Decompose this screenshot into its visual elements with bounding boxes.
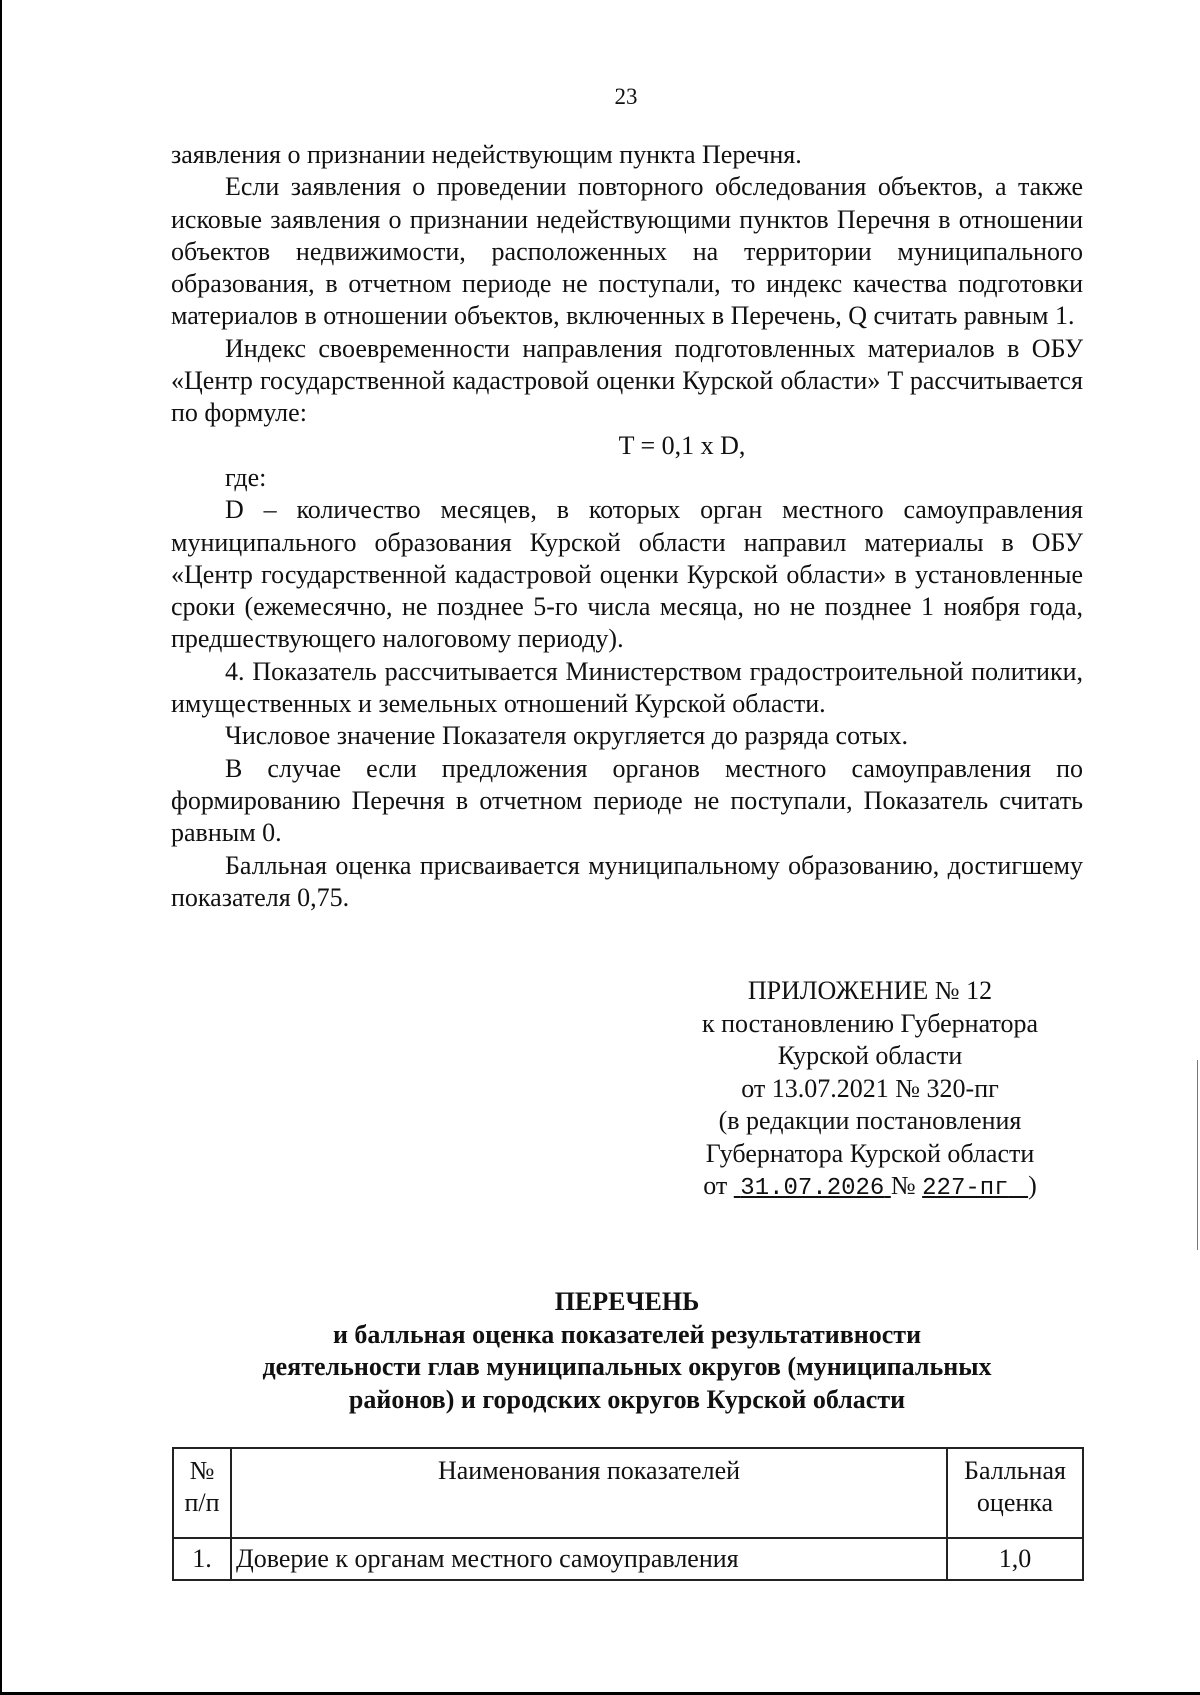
row-name: Доверие к органам местного самоуправления bbox=[231, 1538, 947, 1580]
header-number-line: № bbox=[189, 1456, 215, 1485]
paragraph: В случае если предложения органов местного самоуправления по формированию Перечня в отчетном периоде не поступали, Показатель считать равным 0. bbox=[171, 753, 1083, 848]
revision-date: 31.07.2026 bbox=[740, 1175, 885, 1202]
header-number bbox=[173, 1448, 231, 1538]
appendix-block bbox=[660, 975, 1080, 1206]
page-number: 23 bbox=[614, 84, 638, 109]
appendix-line: от 13.07.2021 № 320-пг bbox=[741, 1073, 999, 1103]
body-text bbox=[171, 139, 1083, 914]
scan-right-mark bbox=[1197, 1060, 1198, 1250]
paragraph: D – количество месяцев, в которых орган местного самоуправления муниципального образования Курской области направил материалы в ОБУ «Центр государственной кадастровой оценки Курской области» в установленные сроки (ежемесячно, не позднее 5-го числа месяца, но не позднее 1 ноября года, предшествующего налоговому периоду). bbox=[171, 495, 1083, 654]
row-score: 1,0 bbox=[947, 1538, 1083, 1580]
list-title: ПЕРЕЧЕНЬ bbox=[554, 1287, 700, 1316]
paragraph: Балльная оценка присваивается муниципальному образованию, достигшему показателя 0,75. bbox=[171, 850, 1083, 912]
list-subtitle-line: районов) и городских округов Курской области bbox=[348, 1384, 906, 1414]
paragraph: заявления о признании недействующим пункта Перечня. bbox=[171, 140, 802, 169]
paragraph: Если заявления о проведении повторного обследования объектов, а также исковые заявления о признании недействующими пунктов Перечня в отношении объектов недвижимости, расположенных на территории муниципального образования, в отчетном периоде не поступали, то индекс качества подготовки материалов в отношении объектов, включенных в Перечень, Q считать равным 1. bbox=[171, 172, 1083, 331]
scan-left-edge bbox=[0, 0, 2, 1695]
paragraph: Индекс своевременности направления подготовленных материалов в ОБУ «Центр государственной кадастровой оценки Курской области» T рассчитывается по формуле: bbox=[171, 333, 1083, 428]
revision-number: 227-пг bbox=[922, 1175, 1009, 1202]
paragraph: где: bbox=[225, 462, 267, 492]
header-score bbox=[947, 1448, 1083, 1538]
list-heading bbox=[171, 1286, 1083, 1416]
appendix-title: ПРИЛОЖЕНИЕ № 12 bbox=[747, 976, 993, 1005]
table-row bbox=[173, 1538, 1083, 1580]
row-number: 1. bbox=[173, 1538, 231, 1580]
formula: T = 0,1 x D, bbox=[618, 430, 746, 460]
indicators-table bbox=[172, 1447, 1084, 1581]
list-subtitle-line: и балльная оценка показателей результативности bbox=[332, 1319, 922, 1349]
appendix-revision-line bbox=[660, 1170, 1080, 1206]
date-prefix: от bbox=[703, 1171, 728, 1200]
close-paren: ) bbox=[1028, 1171, 1037, 1200]
revision-date-field bbox=[734, 1171, 891, 1200]
paragraph: 4. Показатель рассчитывается Министерством градостроительной политики, имущественных и земельных отношений Курской области. bbox=[171, 656, 1083, 719]
header-name: Наименования показателей bbox=[231, 1448, 947, 1538]
list-subtitle-line: деятельности глав муниципальных округов (муниципальных bbox=[262, 1352, 992, 1381]
appendix-line: Губернатора Курской области bbox=[705, 1138, 1035, 1168]
revision-number-field bbox=[922, 1171, 1028, 1200]
appendix-line: к постановлению Губернатора bbox=[701, 1008, 1039, 1038]
header-score-line: оценка bbox=[976, 1488, 1054, 1517]
header-score-line: Балльная bbox=[964, 1456, 1066, 1485]
paragraph: Числовое значение Показателя округляется до разряда сотых. bbox=[225, 721, 909, 751]
header-number-line: п/п bbox=[184, 1488, 220, 1517]
appendix-line: (в редакции постановления bbox=[718, 1106, 1022, 1135]
appendix-line: Курской области bbox=[777, 1041, 963, 1070]
number-sign: № bbox=[890, 1171, 916, 1200]
table-header-row bbox=[173, 1448, 1083, 1538]
